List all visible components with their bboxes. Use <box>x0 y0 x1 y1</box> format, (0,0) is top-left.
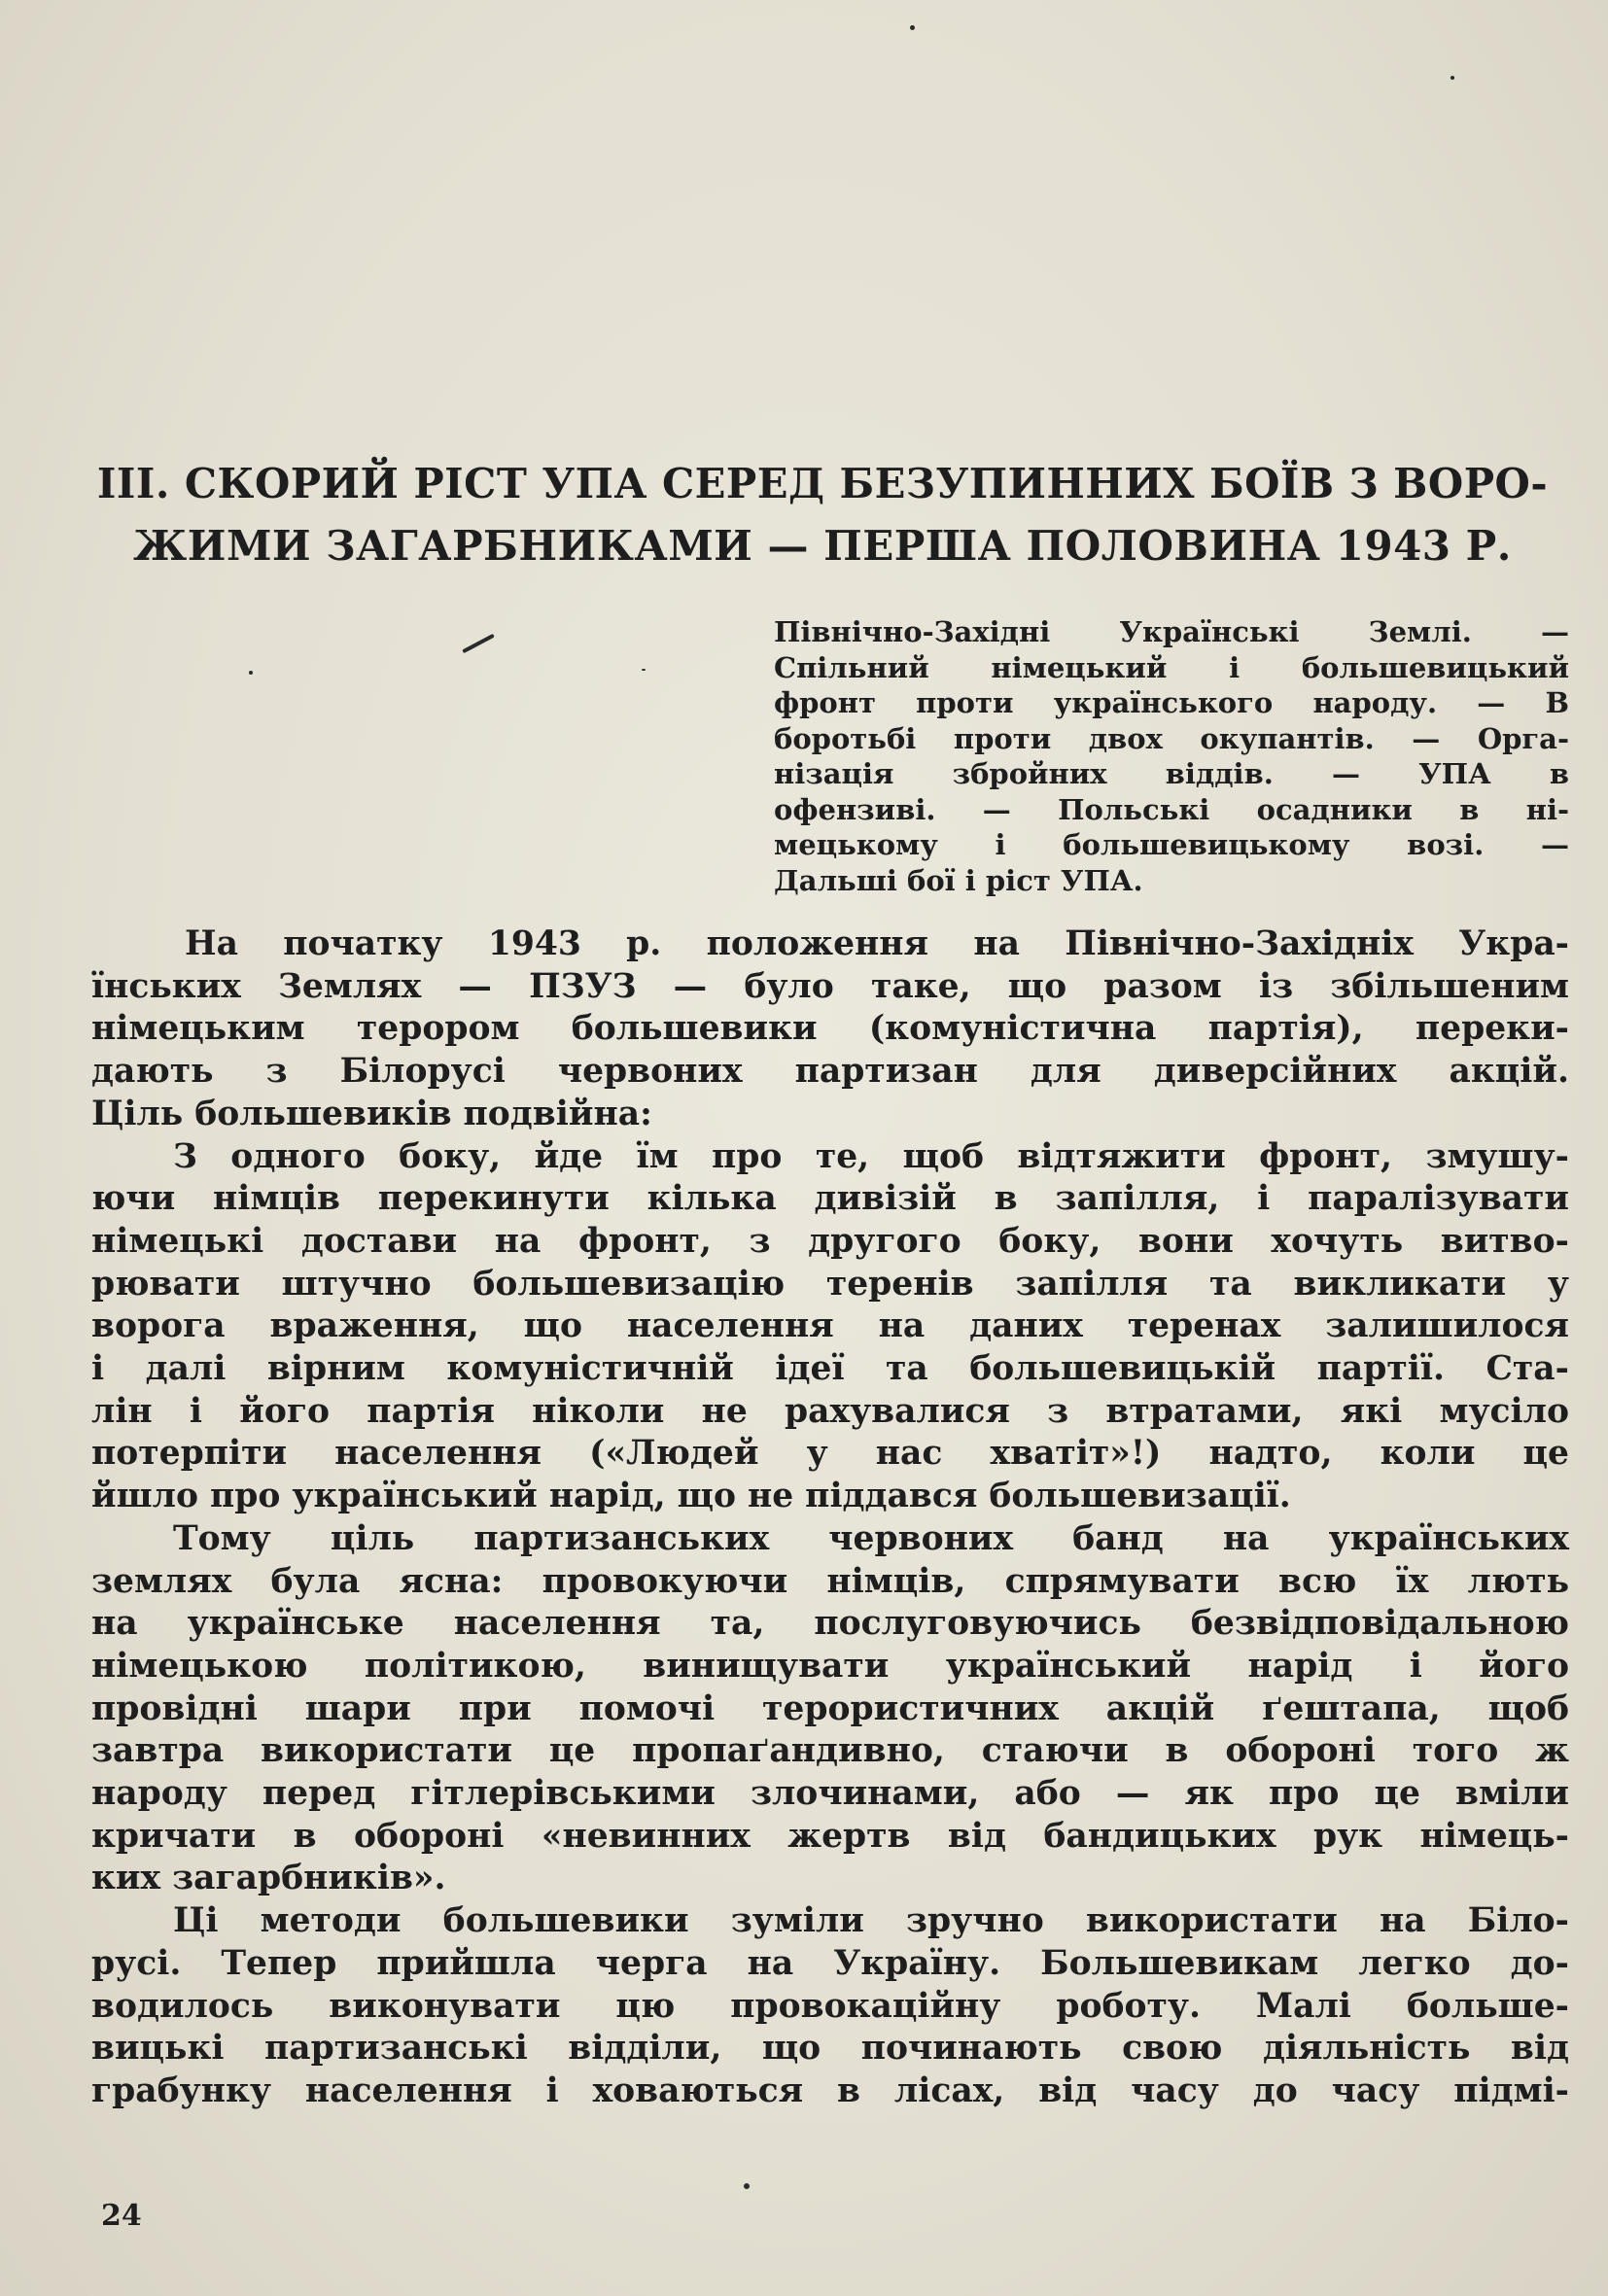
summary-line: нізація збройних віддів. — УПА в <box>774 757 1569 790</box>
body-line: німецькі достави на фронт, з другого боку, вони хочуть витво- <box>91 1221 1569 1261</box>
body-line: провідні шари при помочі терористичних акцій ґештапа, щоб <box>91 1688 1569 1728</box>
chapter-heading <box>93 453 1552 577</box>
body-line: йшло про український нарід, що не піддався большевизації. <box>91 1477 1291 1516</box>
ink-speck <box>744 2183 750 2189</box>
ink-speck <box>642 669 646 671</box>
body-line: На початку 1943 р. положення на Північно-Західніх Укра- <box>185 924 1569 963</box>
summary-line: боротьбі проти двох окупантів. — Орга- <box>774 721 1569 755</box>
body-line: вицькі партизанські відділи, що починають свою діяльність від <box>91 2029 1569 2069</box>
body-line: завтра використати це пропаґандивно, стаючи в обороні того ж <box>91 1731 1569 1771</box>
body-line: їнських Землях — ПЗУЗ — було таке, що разом із збільшеним <box>91 966 1569 1006</box>
body-line: німецьким терором большевики (комуністична партія), переки- <box>91 1009 1569 1049</box>
body-line: рювати штучно большевизацію теренів запілля та викликати у <box>91 1264 1569 1304</box>
body-line: дають з Білорусі червоних партизан для диверсійних акцій. <box>91 1052 1569 1092</box>
body-line: лін і його партія ніколи не рахувалися з втратами, які мусіло <box>91 1391 1569 1431</box>
chapter-heading-line: ЖИМИ ЗАГАРБНИКАМИ — ПЕРША ПОЛОВИНА 1943 Р. <box>133 522 1512 570</box>
ink-speck <box>910 25 915 30</box>
body-text <box>91 923 1569 2113</box>
body-line: З одного боку, йде їм про те, щоб відтяжити фронт, змушу- <box>173 1136 1569 1176</box>
body-line: Ціль большевиків подвійна: <box>91 1094 652 1133</box>
body-line: русі. Тепер прийшла черга на Україну. Большевикам легко до- <box>91 1943 1569 1983</box>
body-line: землях була ясна: провокуючи німців, спрямувати всю їх лють <box>91 1561 1569 1601</box>
summary-line: мецькому і большевицькому возі. — <box>774 828 1569 861</box>
body-line: народу перед гітлерівськими злочинами, або — як про це вміли <box>91 1774 1569 1814</box>
body-line: і далі вірним комуністичній ідеї та большевицькій партії. Ста- <box>91 1349 1569 1389</box>
summary-line: Спільний німецький і большевицький <box>774 650 1569 684</box>
chapter-heading-line: III. СКОРИЙ РІСТ УПА СЕРЕД БЕЗУПИННИХ БОЇВ З ВОРО- <box>96 460 1549 507</box>
ink-speck <box>249 671 253 675</box>
body-line: грабунку населення і ховаються в лісах, від часу до часу підмі- <box>91 2070 1569 2110</box>
body-line: на українське населення та, послуговуючись безвідповідальною <box>91 1604 1569 1644</box>
body-line: ких загарбників». <box>91 1859 446 1898</box>
body-line: ючи німців перекинути кілька дивізій в запілля, і паралізувати <box>91 1179 1569 1219</box>
body-line: потерпіти населення («Людей у нас хватіт»!) надто, коли це <box>91 1434 1569 1474</box>
chapter-summary <box>774 614 1569 898</box>
body-line: ворога враження, що населення на даних теренах залишилося <box>91 1306 1569 1346</box>
ink-speck <box>462 634 495 653</box>
summary-line: фронт проти українського народу. — В <box>774 686 1569 719</box>
body-line: кричати в обороні «невинних жертв від бандицьких рук німець- <box>91 1816 1569 1856</box>
summary-line: Північно-Західні Українські Землі. — <box>774 615 1569 648</box>
body-line: німецькою політикою, винищувати український нарід і його <box>91 1646 1569 1686</box>
summary-line: офензиві. — Польські осадники в ні- <box>774 792 1569 826</box>
body-line: водилось виконувати цю провокаційну роботу. Малі больше- <box>91 1986 1569 2026</box>
summary-line: Дальші бої і ріст УПА. <box>774 863 1143 897</box>
page-number: 24 <box>101 2199 142 2233</box>
body-line: Тому ціль партизанських червоних банд на українських <box>173 1518 1569 1558</box>
body-line: Ці методи большевики зуміли зручно використати на Біло- <box>173 1901 1569 1941</box>
ink-speck <box>1451 76 1454 80</box>
